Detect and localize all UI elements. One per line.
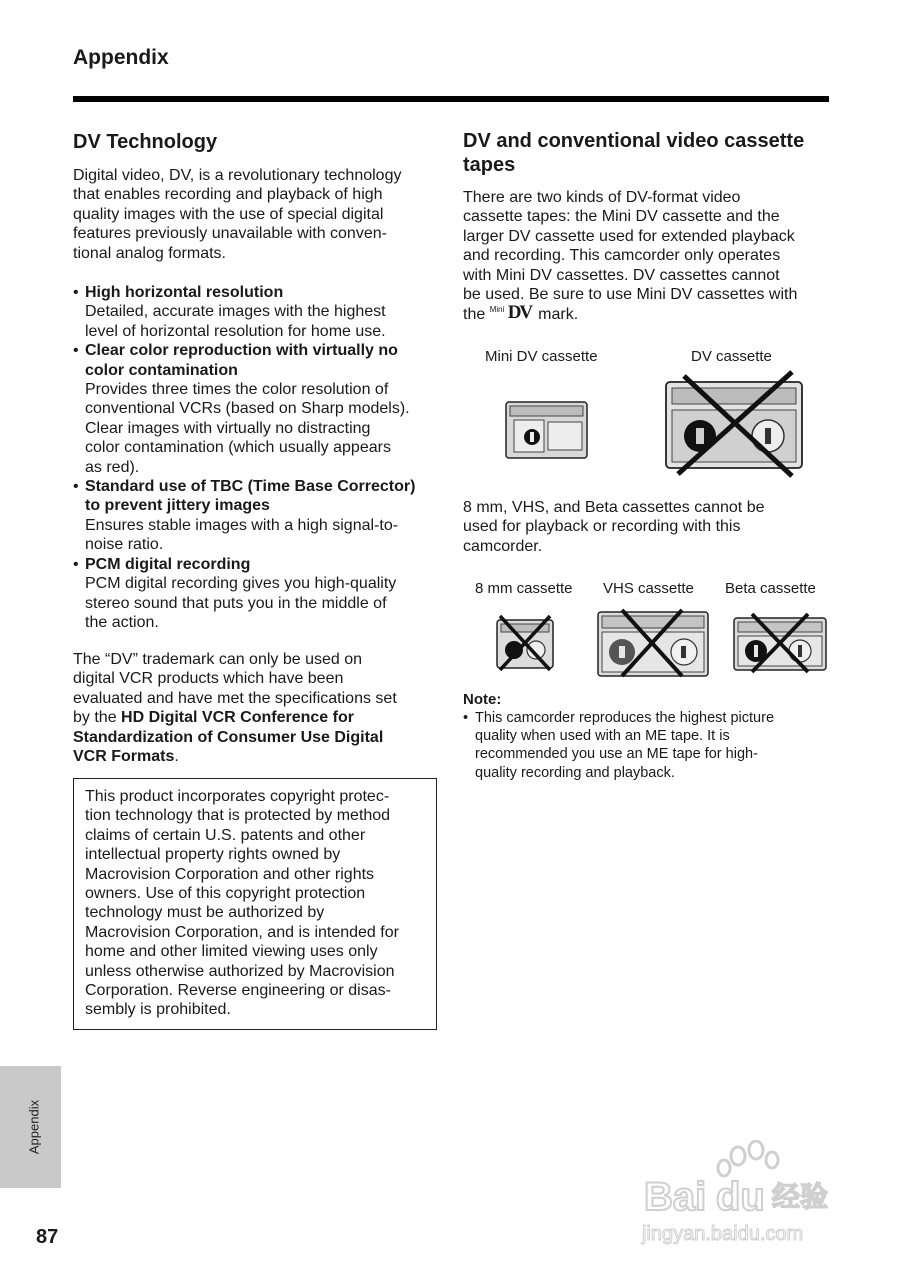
feature-desc: the action. — [85, 613, 159, 631]
mini-dv-cassette-icon — [505, 400, 589, 460]
feature-title: Standard use of TBC (Time Base Corrector) — [85, 478, 416, 496]
trademark-line: digital VCR products which have been — [73, 670, 344, 688]
notice-line: home and other limited viewing uses only — [85, 943, 378, 961]
vhs-caption: VHS cassette — [603, 580, 694, 597]
header-rule — [73, 96, 829, 102]
feature-desc: stereo sound that puts you in the middle of — [85, 594, 387, 612]
note-line: recommended you use an ME tape for high- — [475, 746, 758, 763]
page-number: 87 — [36, 1226, 59, 1248]
dv-technology-heading: DV Technology — [73, 131, 218, 153]
cassette-tapes-heading — [463, 129, 838, 177]
feature-desc: PCM digital recording gives you high-quality — [85, 575, 397, 593]
notice-line: Macrovision Corporation and other rights — [85, 865, 375, 883]
notice-line: claims of certain U.S. patents and other — [85, 826, 366, 844]
conference-name: Standardization of Consumer Use Digital — [73, 728, 384, 746]
notice-line: This product incorporates copyright protec- — [85, 788, 390, 805]
note-line: This camcorder reproduces the highest picture — [475, 710, 775, 726]
bullet: • — [463, 710, 469, 726]
feature-title: PCM digital recording — [85, 555, 251, 573]
unsupported-cassettes-paragraph — [463, 498, 833, 556]
trademark-line: evaluated and have met the specifications set — [73, 689, 397, 707]
paragraph-line: 8 mm, VHS, and Beta cassettes cannot be — [463, 499, 765, 516]
baidu-jingyan-watermark-icon — [640, 1140, 860, 1250]
note-item — [463, 709, 823, 782]
beta-caption: Beta cassette — [725, 580, 816, 597]
side-tab-label: Appendix — [26, 1099, 42, 1155]
intro-line: with Mini DV cassettes. DV cassettes cannot — [463, 266, 780, 284]
intro-text: the — [463, 306, 490, 324]
feature-desc: level of horizontal resolution for home use. — [85, 322, 386, 340]
bullet: • — [73, 342, 79, 360]
8mm-caption: 8 mm cassette — [475, 580, 573, 597]
note-body — [463, 709, 823, 782]
notice-line: Macrovision Corporation, and is intended for — [85, 923, 399, 941]
8mm-cassette-crossed-icon — [494, 612, 556, 672]
notice-line: owners. Use of this copyright protection — [85, 885, 366, 903]
feature-title: to prevent jittery images — [85, 497, 270, 515]
feature-desc: Detailed, accurate images with the highest — [85, 303, 386, 321]
feature-item — [73, 477, 443, 555]
feature-item — [73, 283, 443, 341]
feature-title: High horizontal resolution — [85, 284, 284, 301]
intro-text: mark. — [533, 306, 579, 324]
watermark-url: jingyan.baidu.com — [642, 1223, 804, 1245]
beta-cassette-crossed-icon — [732, 612, 828, 674]
notice-line: unless otherwise authorized by Macrovision — [85, 962, 395, 980]
intro-line — [463, 304, 838, 324]
svg-text:du: du — [716, 1175, 765, 1219]
feature-item — [73, 555, 443, 633]
feature-desc: noise ratio. — [85, 536, 164, 554]
intro-line: be used. Be sure to use Mini DV cassettes with — [463, 286, 798, 304]
copyright-notice-box — [73, 778, 437, 1030]
vhs-cassette-crossed-icon — [596, 606, 710, 678]
trademark-line: The “DV” trademark can only be used on — [73, 651, 363, 668]
intro-line: that enables recording and playback of high — [73, 186, 383, 204]
dv-cassette-crossed-icon — [664, 370, 804, 478]
feature-desc: Provides three times the color resolution of — [85, 381, 389, 399]
feature-title: color contamination — [85, 361, 238, 379]
note-heading: Note: — [463, 691, 502, 708]
heading-line: tapes — [463, 154, 516, 176]
mini-dv-caption: Mini DV cassette — [485, 348, 598, 365]
intro-line: quality images with the use of special digital — [73, 205, 384, 223]
notice-line: technology must be authorized by — [85, 904, 325, 922]
heading-line: DV and conventional video cassette — [463, 130, 805, 152]
paragraph-line: camcorder. — [463, 537, 543, 555]
trademark-line — [73, 708, 438, 727]
feature-desc: Ensures stable images with a high signal-to- — [85, 516, 399, 534]
dv-caption: DV cassette — [691, 348, 772, 365]
intro-line: There are two kinds of DV-format video — [463, 189, 741, 206]
notice-line: intellectual property rights owned by — [85, 846, 341, 864]
svg-text:经验: 经验 — [772, 1180, 829, 1213]
side-tab — [0, 1066, 61, 1188]
paragraph-line: used for playback or recording with this — [463, 518, 741, 536]
conference-name: VCR Formats — [73, 748, 175, 766]
feature-desc: Clear images with virtually no distracting — [85, 419, 371, 437]
notice-line: tion technology that is protected by method — [85, 807, 391, 825]
section-header: Appendix — [73, 46, 169, 69]
feature-item — [73, 341, 443, 477]
note-line: quality when used with an ME tape. It is — [475, 728, 730, 745]
notice-line: Corporation. Reverse engineering or disas- — [85, 982, 391, 1000]
trademark-text: by the — [73, 709, 122, 727]
bullet: • — [73, 284, 79, 301]
feature-desc: conventional VCRs (based on Sharp models). — [85, 400, 410, 418]
dv-trademark-paragraph — [73, 650, 438, 766]
logo-dv-text: DV — [507, 302, 532, 324]
feature-desc: color contamination (which usually appears — [85, 439, 391, 457]
intro-line: cassette tapes: the Mini DV cassette and the — [463, 208, 780, 226]
intro-line: Digital video, DV, is a revolutionary technology — [73, 167, 402, 184]
cassette-tapes-intro — [463, 188, 838, 325]
mini-dv-logo-icon — [490, 304, 534, 322]
trademark-line — [73, 747, 438, 766]
intro-line: tional analog formats. — [73, 244, 226, 262]
trademark-line — [73, 728, 438, 747]
intro-line: features previously unavailable with conven- — [73, 225, 387, 243]
intro-line: and recording. This camcorder only operates — [463, 247, 781, 265]
conference-name: HD Digital VCR Conference for — [121, 709, 354, 727]
feature-title: Clear color reproduction with virtually no — [85, 342, 398, 360]
bullet: • — [73, 478, 79, 496]
note-line: quality recording and playback. — [475, 764, 675, 781]
svg-text:Bai: Bai — [644, 1175, 707, 1219]
trademark-text: . — [174, 748, 179, 766]
bullet: • — [73, 555, 79, 573]
feature-desc: as red). — [85, 458, 140, 476]
dv-technology-intro — [73, 166, 438, 263]
logo-mini-text: Mini — [489, 305, 505, 315]
notice-line: sembly is prohibited. — [85, 1001, 231, 1019]
intro-line: larger DV cassette used for extended playback — [463, 227, 795, 245]
feature-list — [73, 283, 443, 632]
